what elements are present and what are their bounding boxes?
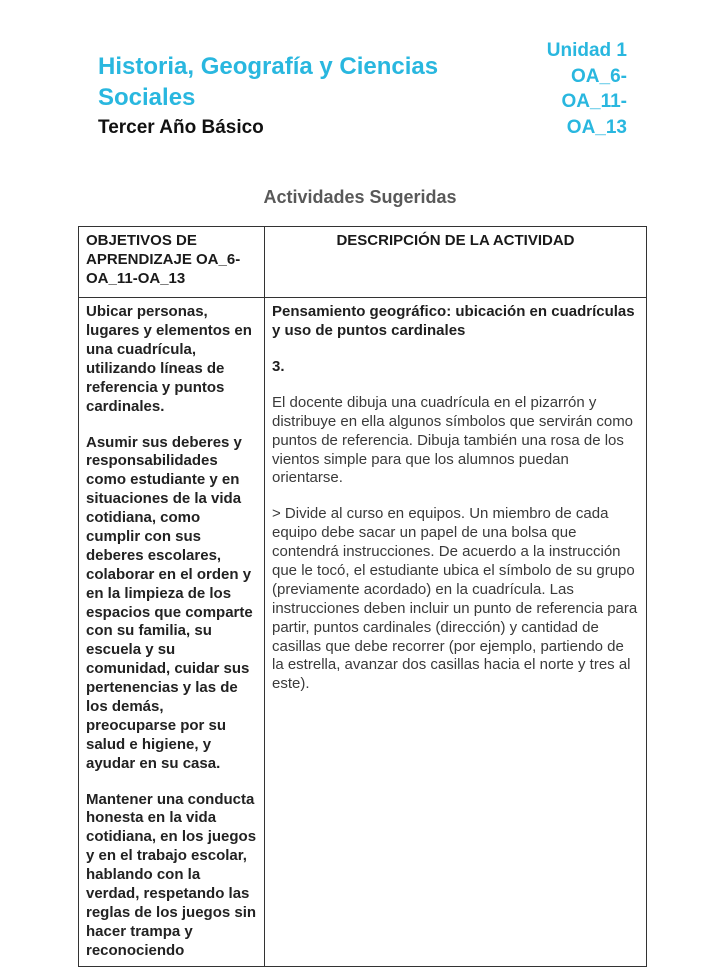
header-left-block [98,51,518,141]
subject-title: Historia, Geografía y Ciencias Sociales [98,52,439,111]
document-page [0,38,720,970]
oa-codes: OA_6-OA_11-OA_13 [561,65,627,138]
table-row [79,298,647,966]
unit-label: Unidad 1 [546,40,627,61]
objective-paragraph-2: Asumir sus deberes y responsabilidades como estudiante y en situaciones de la vida cotidiana, como cumplir con sus deberes escolares, colaborar en el orden y en la limpieza de los espacios que comparte con su familia, su escuela y su comunidad, cuidar sus pertenencias y las de los demás, preocuparse por su salud e higiene, y ayudar en su casa. [86,433,253,772]
table-header-row [79,227,647,298]
section-title: Actividades Sugeridas [263,186,457,207]
objective-paragraph-1: Ubicar personas, lugares y elementos en una cuadrícula, utilizando líneas de referencia y puntos cardinales. [86,303,252,415]
document-header [98,38,627,141]
header-right-block [518,38,627,141]
activities-table [78,226,647,966]
objectives-cell [79,298,265,966]
activity-paragraph-2: > Divide al curso en equipos. Un miembro de cada equipo debe sacar un papel de una bolsa que contendrá instrucciones. De acuerdo a la instrucción que le tocó, el estudiante ubica el símbolo de su grupo (previamente acordado) en la cuadrícula. Las instrucciones deben incluir un punto de referencia para partir, puntos cardinales (dirección) y cantidad de casillas que debe recorrer (por ejemplo, partiendo de la estrella, avanzar dos casillas hacia el norte y tres al este). [272,505,638,693]
activity-number: 3. [272,357,285,375]
activity-heading: Pensamiento geográfico: ubicación en cuadrículas y uso de puntos cardinales [272,303,635,340]
activity-paragraph-1: El docente dibuja una cuadrícula en el pizarrón y distribuye en ella algunos símbolos que servirán como puntos de referencia. Dibuja también una rosa de los vientos simple para que los alumnos puedan orientarse. [272,393,634,487]
grade-level: Tercer Año Básico [98,116,264,138]
column-header-description: DESCRIPCIÓN DE LA ACTIVIDAD [265,227,647,298]
column-header-objectives: OBJETIVOS DE APRENDIZAJE OA_6-OA_11-OA_13 [79,227,265,298]
activity-cell [265,298,647,966]
objective-paragraph-3: Mantener una conducta honesta en la vida cotidiana, en los juegos y en el trabajo escolar, hablando con la verdad, respetando las reglas de los juegos sin hacer trampa y reconociendo [86,790,257,959]
